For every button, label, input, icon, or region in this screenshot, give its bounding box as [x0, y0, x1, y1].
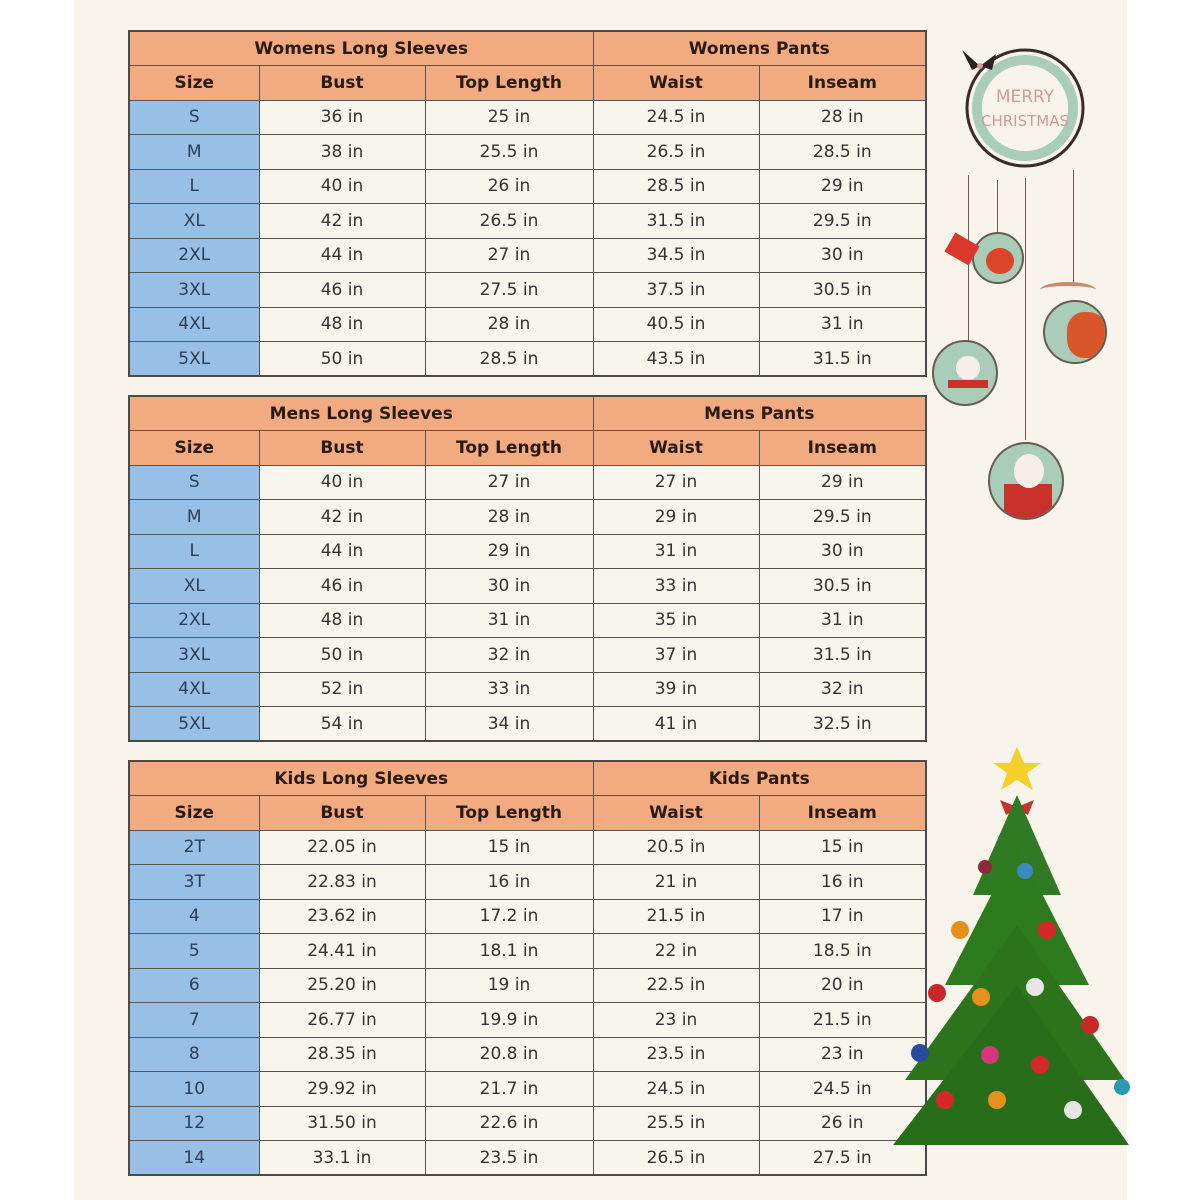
cell-waist: 23.5 in [593, 1037, 759, 1072]
cell-top-length: 30 in [425, 569, 593, 604]
cell-waist: 41 in [593, 707, 759, 742]
cell-inseam: 31.5 in [759, 638, 926, 673]
snowman-ornament-icon [932, 340, 998, 406]
cell-top-length: 32 in [425, 638, 593, 673]
kids-size-table [128, 760, 927, 1176]
cell-inseam: 28.5 in [759, 135, 926, 170]
table-row [129, 534, 926, 569]
cell-bust: 52 in [259, 672, 425, 707]
cell-size: XL [129, 569, 259, 604]
cell-size: L [129, 169, 259, 204]
column-header-top-length: Top Length [425, 431, 593, 466]
christmas-tree-icon [885, 735, 1130, 1155]
column-header-bust: Bust [259, 66, 425, 101]
cell-bust: 44 in [259, 238, 425, 273]
gift-ornament-icon [972, 232, 1024, 284]
cell-bust: 31.50 in [259, 1106, 425, 1141]
cell-inseam: 31.5 in [759, 342, 926, 377]
cell-inseam: 32.5 in [759, 707, 926, 742]
cell-size: 10 [129, 1072, 259, 1107]
cell-waist: 35 in [593, 603, 759, 638]
cell-size: 2XL [129, 238, 259, 273]
cell-inseam: 21.5 in [759, 1003, 926, 1038]
table-row [129, 968, 926, 1003]
cell-bust: 42 in [259, 500, 425, 535]
cell-inseam: 28 in [759, 100, 926, 135]
group-header-pants: Kids Pants [593, 761, 926, 796]
cell-size: 8 [129, 1037, 259, 1072]
table-row [129, 1003, 926, 1038]
reindeer-ornament-icon [1043, 300, 1107, 364]
cell-bust: 54 in [259, 707, 425, 742]
cell-size: 4XL [129, 672, 259, 707]
cell-size: 2T [129, 830, 259, 865]
cell-top-length: 21.7 in [425, 1072, 593, 1107]
cell-bust: 23.62 in [259, 899, 425, 934]
column-header-row [129, 431, 926, 466]
table-row [129, 1141, 926, 1176]
cell-size: L [129, 534, 259, 569]
cell-bust: 50 in [259, 342, 425, 377]
group-header-long-sleeves: Kids Long Sleeves [129, 761, 593, 796]
table-row [129, 238, 926, 273]
cell-top-length: 23.5 in [425, 1141, 593, 1176]
cell-size: M [129, 500, 259, 535]
cell-top-length: 18.1 in [425, 934, 593, 969]
table-row [129, 342, 926, 377]
column-header-waist: Waist [593, 431, 759, 466]
cell-waist: 27 in [593, 465, 759, 500]
cell-top-length: 15 in [425, 830, 593, 865]
cell-waist: 43.5 in [593, 342, 759, 377]
cell-top-length: 31 in [425, 603, 593, 638]
group-header-row [129, 31, 926, 66]
cell-waist: 34.5 in [593, 238, 759, 273]
cell-size: 4 [129, 899, 259, 934]
cell-inseam: 18.5 in [759, 934, 926, 969]
table-row [129, 307, 926, 342]
cell-bust: 40 in [259, 169, 425, 204]
ornament-string [1025, 178, 1026, 440]
table-row [129, 934, 926, 969]
cell-inseam: 30 in [759, 534, 926, 569]
cell-inseam: 30.5 in [759, 569, 926, 604]
cell-top-length: 27 in [425, 465, 593, 500]
table-row [129, 569, 926, 604]
cell-bust: 46 in [259, 273, 425, 308]
cell-inseam: 17 in [759, 899, 926, 934]
table-row [129, 1106, 926, 1141]
cell-top-length: 19 in [425, 968, 593, 1003]
column-header-inseam: Inseam [759, 431, 926, 466]
group-header-row [129, 761, 926, 796]
cell-top-length: 28 in [425, 307, 593, 342]
cell-size: S [129, 465, 259, 500]
cell-bust: 33.1 in [259, 1141, 425, 1176]
table-row [129, 865, 926, 900]
cell-inseam: 29 in [759, 465, 926, 500]
cell-top-length: 26.5 in [425, 204, 593, 239]
cell-waist: 25.5 in [593, 1106, 759, 1141]
table-row [129, 899, 926, 934]
cell-size: 7 [129, 1003, 259, 1038]
cell-size: 3XL [129, 638, 259, 673]
cell-size: 3XL [129, 273, 259, 308]
cell-waist: 22 in [593, 934, 759, 969]
table-row [129, 500, 926, 535]
cell-top-length: 34 in [425, 707, 593, 742]
cell-inseam: 29.5 in [759, 500, 926, 535]
group-header-long-sleeves: Mens Long Sleeves [129, 396, 593, 431]
cell-waist: 20.5 in [593, 830, 759, 865]
cell-bust: 44 in [259, 534, 425, 569]
cell-top-length: 28.5 in [425, 342, 593, 377]
merry-christmas-wreath-icon [950, 40, 1100, 180]
cell-inseam: 23 in [759, 1037, 926, 1072]
cell-bust: 26.77 in [259, 1003, 425, 1038]
cell-size: 4XL [129, 307, 259, 342]
cell-size: 5 [129, 934, 259, 969]
cell-bust: 36 in [259, 100, 425, 135]
cell-size: 6 [129, 968, 259, 1003]
cell-size: 5XL [129, 342, 259, 377]
cell-top-length: 19.9 in [425, 1003, 593, 1038]
cell-waist: 26.5 in [593, 135, 759, 170]
table-row [129, 135, 926, 170]
table-row [129, 707, 926, 742]
table-row [129, 273, 926, 308]
cell-waist: 22.5 in [593, 968, 759, 1003]
cell-waist: 31 in [593, 534, 759, 569]
ornament-string [997, 180, 998, 240]
column-header-waist: Waist [593, 796, 759, 831]
table-row [129, 204, 926, 239]
cell-waist: 21.5 in [593, 899, 759, 934]
cell-waist: 40.5 in [593, 307, 759, 342]
column-header-waist: Waist [593, 66, 759, 101]
cell-inseam: 27.5 in [759, 1141, 926, 1176]
cell-waist: 24.5 in [593, 100, 759, 135]
cell-inseam: 29.5 in [759, 204, 926, 239]
column-header-row [129, 796, 926, 831]
column-header-row [129, 66, 926, 101]
table-row [129, 1037, 926, 1072]
cell-waist: 33 in [593, 569, 759, 604]
cell-top-length: 25.5 in [425, 135, 593, 170]
cell-inseam: 31 in [759, 307, 926, 342]
cell-size: 2XL [129, 603, 259, 638]
cell-waist: 39 in [593, 672, 759, 707]
cell-top-length: 20.8 in [425, 1037, 593, 1072]
cell-waist: 31.5 in [593, 204, 759, 239]
cell-size: 5XL [129, 707, 259, 742]
cell-bust: 46 in [259, 569, 425, 604]
cell-top-length: 25 in [425, 100, 593, 135]
cell-bust: 22.05 in [259, 830, 425, 865]
cell-waist: 37 in [593, 638, 759, 673]
cell-top-length: 26 in [425, 169, 593, 204]
cell-inseam: 31 in [759, 603, 926, 638]
cell-bust: 42 in [259, 204, 425, 239]
cell-waist: 23 in [593, 1003, 759, 1038]
cell-top-length: 29 in [425, 534, 593, 569]
cell-top-length: 27 in [425, 238, 593, 273]
cell-bust: 28.35 in [259, 1037, 425, 1072]
table-row [129, 100, 926, 135]
cell-inseam: 30.5 in [759, 273, 926, 308]
cell-size: 3T [129, 865, 259, 900]
table-row [129, 465, 926, 500]
cell-size: XL [129, 204, 259, 239]
cell-waist: 29 in [593, 500, 759, 535]
group-header-long-sleeves: Womens Long Sleeves [129, 31, 593, 66]
cell-bust: 38 in [259, 135, 425, 170]
group-header-row [129, 396, 926, 431]
table-row [129, 603, 926, 638]
antlers-icon [1040, 282, 1096, 298]
wreath-text-christmas: CHRISTMAS [980, 112, 1070, 130]
column-header-size: Size [129, 431, 259, 466]
cell-top-length: 28 in [425, 500, 593, 535]
cell-size: S [129, 100, 259, 135]
cell-top-length: 33 in [425, 672, 593, 707]
cell-size: 14 [129, 1141, 259, 1176]
group-header-pants: Womens Pants [593, 31, 926, 66]
cell-waist: 37.5 in [593, 273, 759, 308]
cell-bust: 22.83 in [259, 865, 425, 900]
cell-top-length: 27.5 in [425, 273, 593, 308]
column-header-size: Size [129, 796, 259, 831]
cell-bust: 29.92 in [259, 1072, 425, 1107]
table-row [129, 672, 926, 707]
cell-size: 12 [129, 1106, 259, 1141]
cell-bust: 48 in [259, 603, 425, 638]
cell-inseam: 29 in [759, 169, 926, 204]
cell-waist: 26.5 in [593, 1141, 759, 1176]
cell-inseam: 15 in [759, 830, 926, 865]
mens-size-table [128, 395, 927, 742]
ornament-string [1073, 170, 1074, 285]
cell-top-length: 16 in [425, 865, 593, 900]
cell-inseam: 30 in [759, 238, 926, 273]
cell-bust: 50 in [259, 638, 425, 673]
santa-ornament-icon [988, 442, 1064, 520]
table-row [129, 830, 926, 865]
cell-inseam: 20 in [759, 968, 926, 1003]
group-header-pants: Mens Pants [593, 396, 926, 431]
cell-inseam: 16 in [759, 865, 926, 900]
column-header-top-length: Top Length [425, 66, 593, 101]
column-header-bust: Bust [259, 431, 425, 466]
table-row [129, 1072, 926, 1107]
cell-top-length: 22.6 in [425, 1106, 593, 1141]
cell-waist: 21 in [593, 865, 759, 900]
column-header-size: Size [129, 66, 259, 101]
table-row [129, 169, 926, 204]
cell-top-length: 17.2 in [425, 899, 593, 934]
cell-bust: 48 in [259, 307, 425, 342]
cell-inseam: 26 in [759, 1106, 926, 1141]
wreath-text-merry: MERRY [995, 87, 1055, 107]
cell-inseam: 32 in [759, 672, 926, 707]
cell-waist: 24.5 in [593, 1072, 759, 1107]
cell-bust: 24.41 in [259, 934, 425, 969]
column-header-inseam: Inseam [759, 66, 926, 101]
cell-inseam: 24.5 in [759, 1072, 926, 1107]
cell-bust: 25.20 in [259, 968, 425, 1003]
column-header-bust: Bust [259, 796, 425, 831]
cell-size: M [129, 135, 259, 170]
column-header-top-length: Top Length [425, 796, 593, 831]
cell-waist: 28.5 in [593, 169, 759, 204]
womens-size-table [128, 30, 927, 377]
table-row [129, 638, 926, 673]
column-header-inseam: Inseam [759, 796, 926, 831]
cell-bust: 40 in [259, 465, 425, 500]
